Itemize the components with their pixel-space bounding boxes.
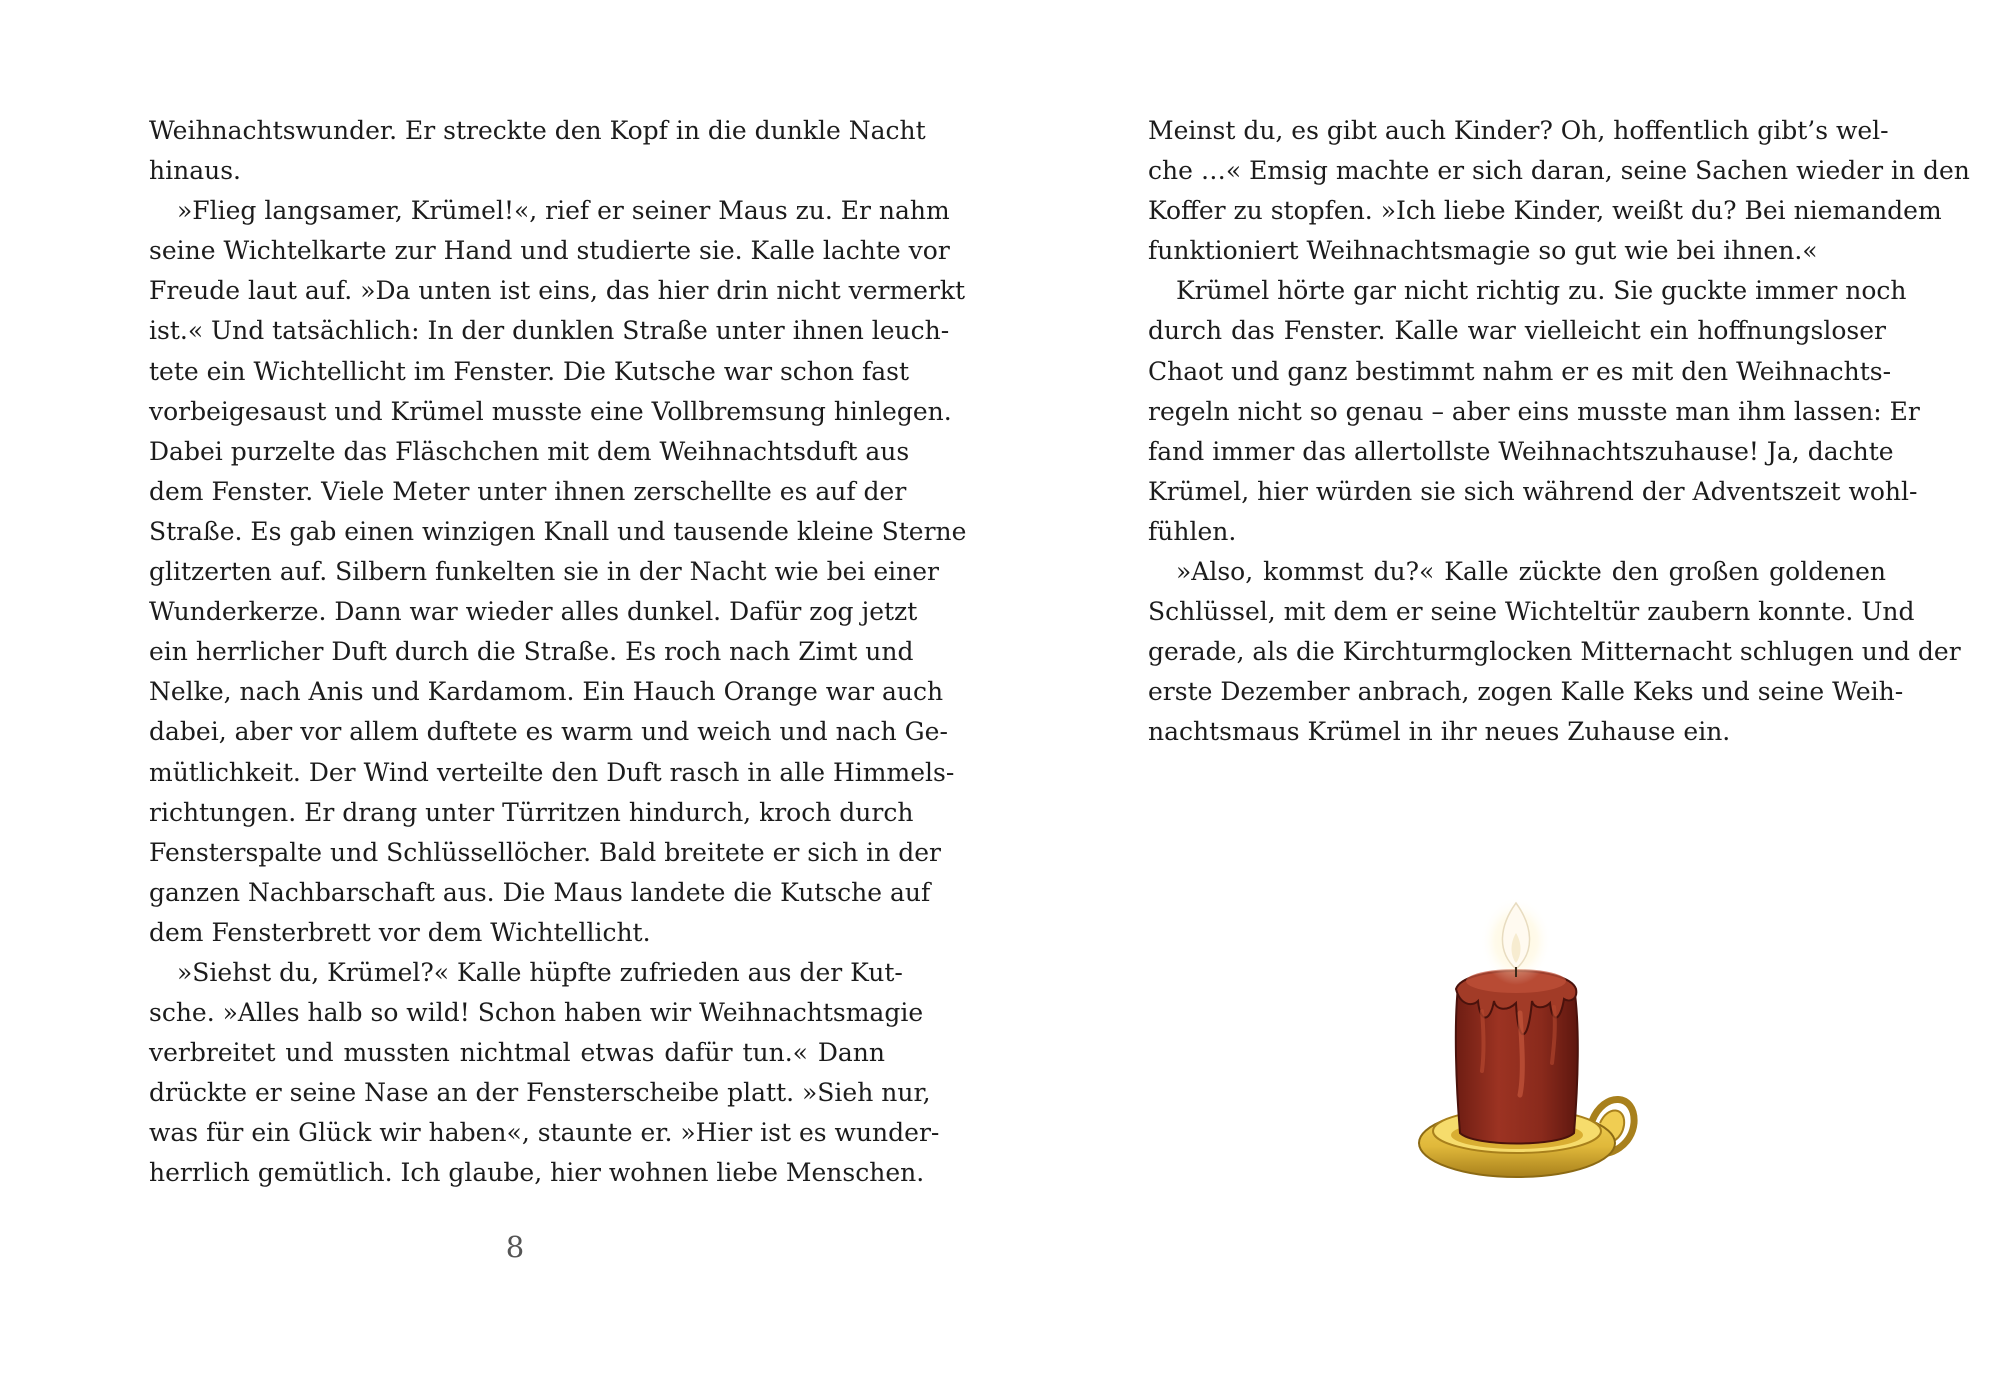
text-line: Chaot und ganz bestimmt nahm er es mit den Weihnachts- <box>1148 356 1892 386</box>
text-line: regeln nicht so genau – aber eins musste man ihm lassen: Er <box>1148 396 1920 426</box>
text-line: fand immer das allertollste Weihnachtszuhause! Ja, dachte <box>1148 436 1894 466</box>
candle-icon <box>1404 895 1644 1195</box>
text-line: drückte er seine Nase an der Fensterscheibe platt. »Sieh nur, <box>149 1078 931 1108</box>
text-line: Wunderkerze. Dann war wieder alles dunkel. Dafür zog jetzt <box>149 597 918 627</box>
text-line: Krümel, hier würden sie sich während der Adventszeit wohl- <box>1148 476 1918 506</box>
text-line: seine Wichtelkarte zur Hand und studierte sie. Kalle lachte vor <box>149 236 950 266</box>
text-line: erste Dezember anbrach, zogen Kalle Keks und seine Weih- <box>1148 677 1904 707</box>
text-line: funktioniert Weihnachtsmagie so gut wie bei ihnen.« <box>1148 236 1818 266</box>
text-line: fühlen. <box>1148 516 1237 546</box>
text-line: »Also, kommst du?« Kalle zückte den großen goldenen <box>1176 557 1886 587</box>
text-line: durch das Fenster. Kalle war vielleicht ein hoffnungsloser <box>1148 316 1886 346</box>
text-line: Weihnachtswunder. Er streckte den Kopf in die dunkle Nacht <box>149 116 926 145</box>
text-line: vorbeigesaust und Krümel musste eine Vollbremsung hinlegen. <box>149 396 952 426</box>
text-line: che …« Emsig machte er sich daran, seine Sachen wieder in den <box>1148 156 1970 186</box>
text-line: gerade, als die Kirchturmglocken Mitternacht schlugen und der <box>1148 637 1961 667</box>
text-line: dem Fensterbrett vor dem Wichtellicht. <box>149 917 651 947</box>
text-line: hinaus. <box>149 156 241 186</box>
text-line: richtungen. Er drang unter Türritzen hindurch, kroch durch <box>149 797 914 827</box>
text-line: Dabei purzelte das Fläschchen mit dem Weihnachtsduft aus <box>149 436 910 466</box>
text-line: Schlüssel, mit dem er seine Wichteltür zaubern konnte. Und <box>1148 597 1915 627</box>
text-line: »Siehst du, Krümel?« Kalle hüpfte zufrieden aus der Kut- <box>177 957 903 987</box>
right-page <box>1004 0 2008 1388</box>
text-line: Nelke, nach Anis und Kardamom. Ein Hauch Orange war auch <box>149 677 944 707</box>
right-page-text <box>1148 111 1970 753</box>
text-line: Straße. Es gab einen winzigen Knall und tausende kleine Sterne <box>149 516 967 546</box>
text-line: was für ein Glück wir haben«, staunte er. »Hier ist es wunder- <box>149 1118 940 1148</box>
text-line: glitzerten auf. Silbern funkelten sie in der Nacht wie bei einer <box>149 557 940 587</box>
text-line: Krümel hörte gar nicht richtig zu. Sie guckte immer noch <box>1176 276 1907 306</box>
text-line: sche. »Alles halb so wild! Schon haben wir Weihnachtsmagie <box>149 998 924 1028</box>
text-line: mütlichkeit. Der Wind verteilte den Duft rasch in alle Himmels- <box>149 757 955 787</box>
text-line: ist.« Und tatsächlich: In der dunklen Straße unter ihnen leuch- <box>149 316 950 346</box>
text-line: herrlich gemütlich. Ich glaube, hier wohnen liebe Menschen. <box>149 1158 925 1188</box>
text-line: Meinst du, es gibt auch Kinder? Oh, hoffentlich gibt’s wel- <box>1148 116 1889 145</box>
text-line: Koffer zu stopfen. »Ich liebe Kinder, weißt du? Bei niemandem <box>1148 196 1942 226</box>
text-line: Fensterspalte und Schlüssellöcher. Bald breitete er sich in der <box>149 837 941 867</box>
text-line: nachtsmaus Krümel in ihr neues Zuhause ein. <box>1148 717 1731 747</box>
text-line: tete ein Wichtellicht im Fenster. Die Kutsche war schon fast <box>149 356 910 386</box>
text-line: Freude laut auf. »Da unten ist eins, das hier drin nicht vermerkt <box>149 276 966 306</box>
text-line: dabei, aber vor allem duftete es warm und weich und nach Ge- <box>149 717 948 747</box>
text-line: »Flieg langsamer, Krümel!«, rief er seiner Maus zu. Er nahm <box>177 196 950 226</box>
page-number: 8 <box>505 1230 525 1264</box>
text-line: verbreitet und mussten nichtmal etwas dafür tun.« Dann <box>149 1038 885 1068</box>
text-line: ganzen Nachbarschaft aus. Die Maus landete die Kutsche auf <box>149 877 931 907</box>
left-page-text <box>149 111 967 1194</box>
text-line: ein herrlicher Duft durch die Straße. Es roch nach Zimt und <box>149 637 914 667</box>
text-line: dem Fenster. Viele Meter unter ihnen zerschellte es auf der <box>149 476 907 506</box>
